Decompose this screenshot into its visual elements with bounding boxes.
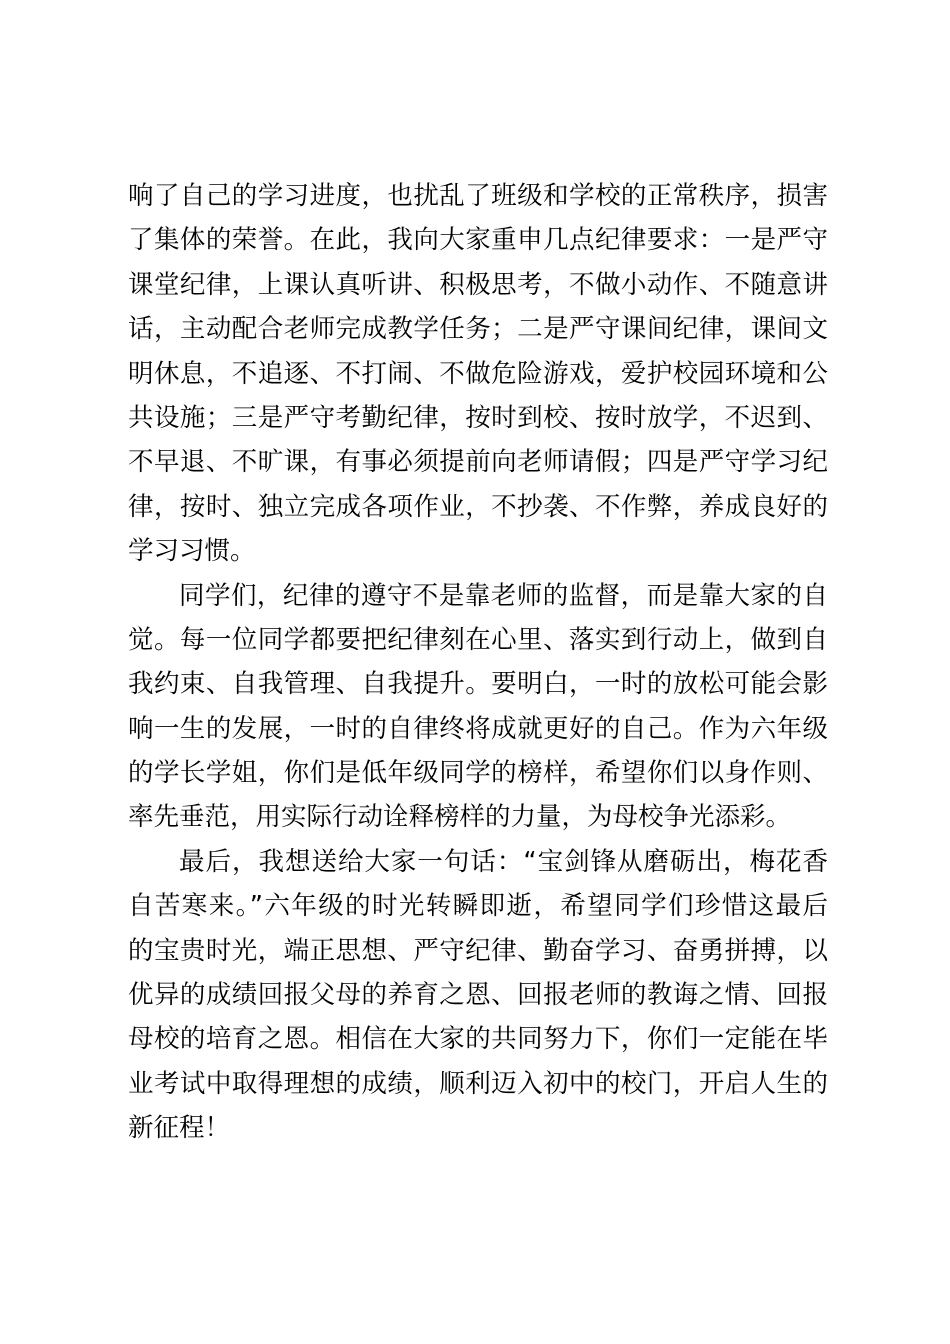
text-line: 自苦寒来。”六年级的时光转瞬即逝，希望同学们珍惜这最后 [128, 891, 828, 922]
text-line: 觉。每一位同学都要把纪律刻在心里、落实到行动上，做到自 [128, 624, 828, 655]
text-line: 明休息，不追逐、不打闹、不做危险游戏，爱护校园环境和公 [128, 358, 828, 389]
text-line: 业考试中取得理想的成绩，顺利迈入初中的校门，开启人生的 [128, 1068, 828, 1099]
text-line: 的学长学姐，你们是低年级同学的榜样，希望你们以身作则、 [128, 758, 828, 789]
text-line-paragraph-start: 最后，我想送给大家一句话：“宝剑锋从磨砺出，梅花香 [179, 846, 828, 877]
text-line: 率先垂范，用实际行动诠释榜样的力量，为母校争光添彩。 [128, 802, 792, 833]
text-line: 母校的培育之恩。相信在大家的共同努力下，你们一定能在毕 [128, 1024, 828, 1055]
text-line: 不早退、不旷课，有事必须提前向老师请假；四是严守学习纪 [128, 447, 828, 478]
text-line: 响了自己的学习进度，也扰乱了班级和学校的正常秩序，损害 [128, 181, 828, 211]
text-line: 的宝贵时光，端正思想、严守纪律、勤奋学习、奋勇拼搏，以 [128, 935, 828, 966]
text-line: 课堂纪律，上课认真听讲、积极思考，不做小动作、不随意讲 [128, 269, 828, 300]
text-line: 我约束、自我管理、自我提升。要明白，一时的放松可能会影 [128, 669, 828, 700]
text-line: 优异的成绩回报父母的养育之恩、回报老师的教诲之情、回报 [128, 980, 828, 1011]
text-line: 响一生的发展，一时的自律终将成就更好的自己。作为六年级 [128, 713, 828, 744]
text-line: 话，主动配合老师完成教学任务；二是严守课间纪律，课间文 [128, 314, 828, 345]
speech-body-text [128, 174, 828, 1151]
text-line: 律，按时、独立完成各项作业，不抄袭、不作弊，养成良好的 [128, 491, 828, 522]
text-line: 新征程！ [128, 1113, 231, 1144]
text-line: 了集体的荣誉。在此，我向大家重申几点纪律要求：一是严守 [128, 225, 828, 256]
text-line: 学习习惯。 [128, 536, 256, 567]
text-line: 共设施；三是严守考勤纪律，按时到校、按时放学，不迟到、 [128, 402, 828, 433]
text-line-paragraph-start: 同学们，纪律的遵守不是靠老师的监督，而是靠大家的自 [179, 580, 828, 611]
